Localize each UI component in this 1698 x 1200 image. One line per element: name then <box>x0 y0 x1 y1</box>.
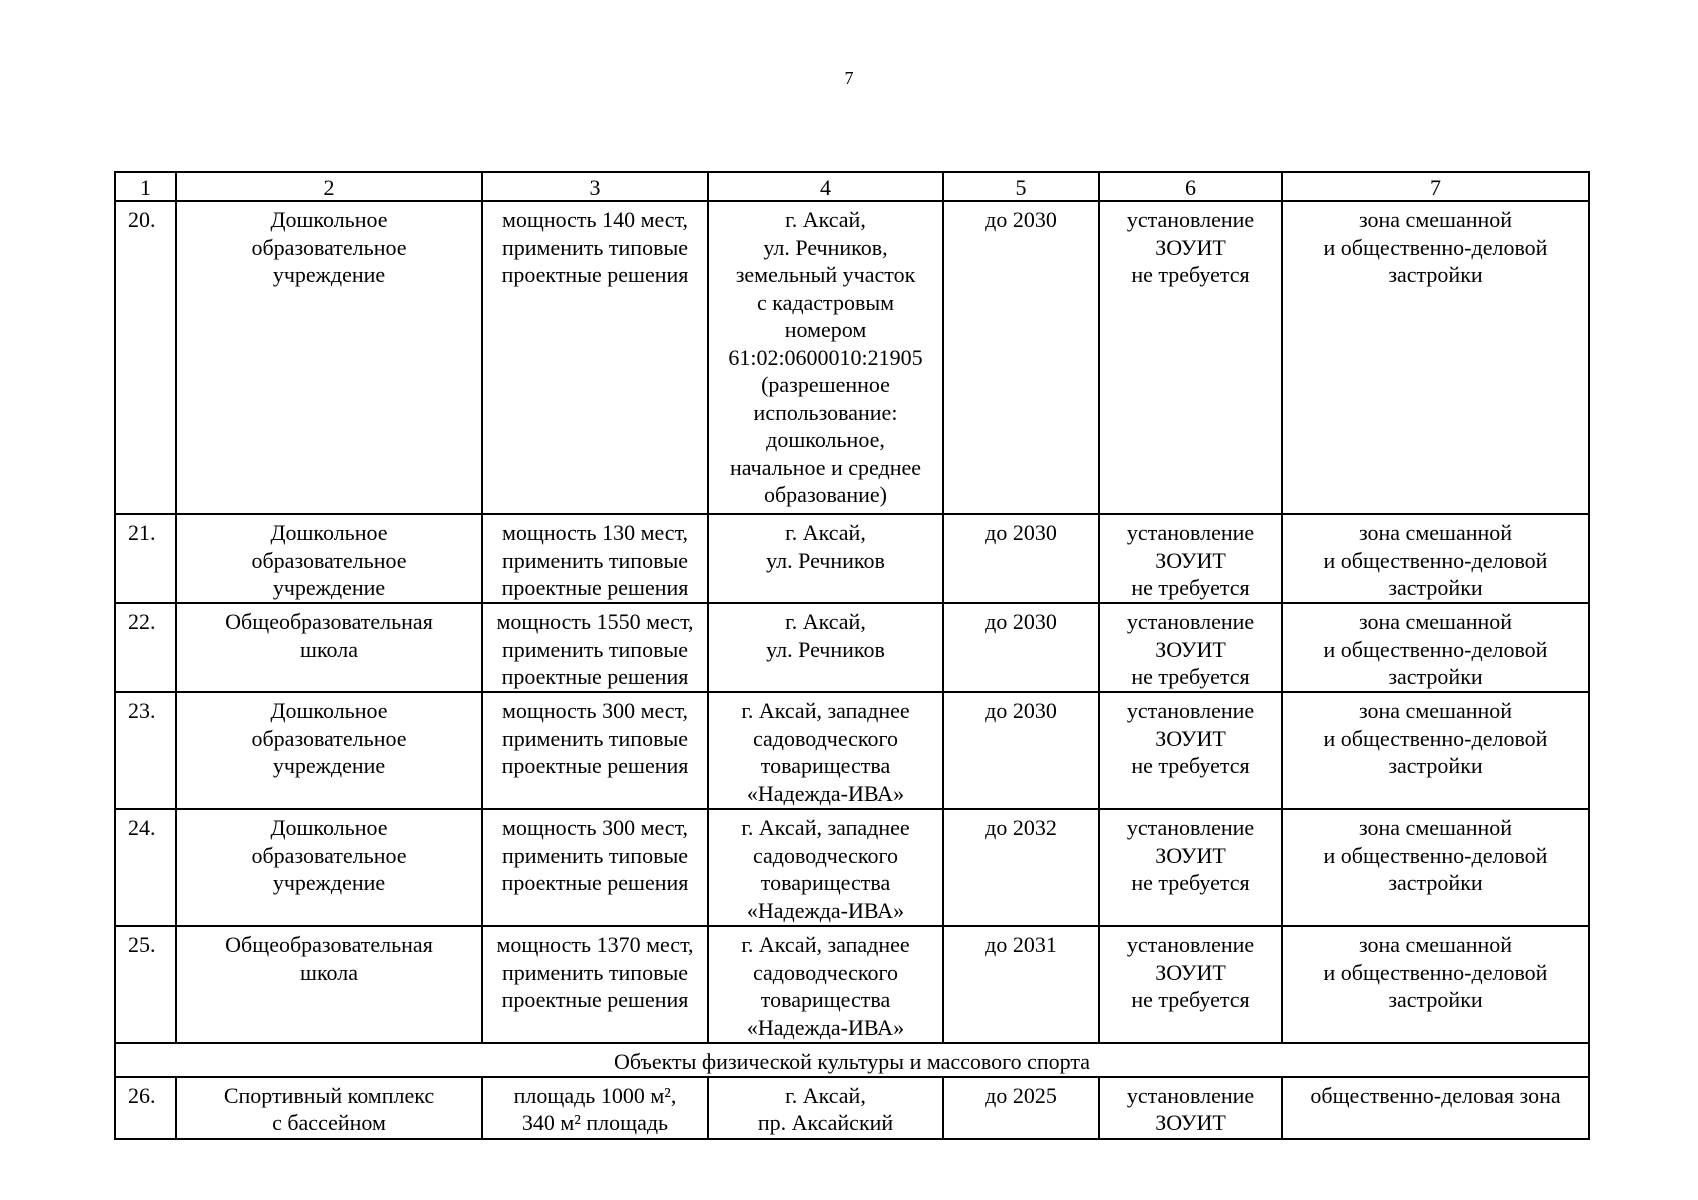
cell-line: застройки <box>1388 262 1483 287</box>
cell-line: и общественно-деловой <box>1323 234 1548 260</box>
cell-term <box>943 809 1099 926</box>
cell-line: мощность 1370 мест, <box>496 932 694 957</box>
cell-line: 340 м² площадь <box>521 1110 669 1135</box>
header-row <box>115 172 1589 201</box>
cell-line: проектные решения <box>501 664 689 689</box>
cell-line: не требуется <box>1131 753 1250 778</box>
cell-line: образование) <box>763 482 888 507</box>
cell-line: общественно-деловая зона <box>1310 1082 1561 1108</box>
cell-line: установление <box>1126 815 1255 840</box>
cell-line: до 2031 <box>985 932 1057 957</box>
table-row <box>115 692 1589 809</box>
cell-line: ул. Речников <box>766 547 885 573</box>
cell-line: мощность 300 мест, <box>501 815 689 840</box>
cell-parameters <box>482 926 708 1043</box>
cell-line: г. Аксай, западнее <box>741 698 910 723</box>
cell-line: образовательное <box>251 234 407 260</box>
cell-line: Спортивный комплекс <box>223 1082 435 1108</box>
cell-line: Дошкольное <box>270 520 388 545</box>
cell-zone <box>1282 603 1589 692</box>
cell-zone <box>1282 201 1589 514</box>
cell-line: (разрешенное <box>761 372 890 397</box>
cell-line: г. Аксай, <box>785 609 866 634</box>
cell-line: образовательное <box>251 547 407 573</box>
cell-line: с бассейном <box>272 1110 386 1135</box>
cell-line: учреждение <box>272 575 386 600</box>
cell-line: проектные решения <box>501 753 689 778</box>
cell-line: и общественно-деловой <box>1323 636 1548 662</box>
cell-zouit <box>1099 514 1282 603</box>
cell-line: до 2030 <box>985 609 1057 634</box>
cell-line: г. Аксай, <box>785 207 866 232</box>
cell-line: «Надежда-ИВА» <box>746 1014 905 1040</box>
cell-line: не требуется <box>1131 987 1250 1012</box>
cell-location <box>708 603 943 692</box>
cell-line: до 2025 <box>985 1082 1057 1108</box>
cell-line: до 2030 <box>985 207 1057 232</box>
cell-line: учреждение <box>272 262 386 287</box>
cell-line: ЗОУИТ <box>1155 547 1226 573</box>
cell-line: школа <box>300 959 358 985</box>
cell-line: и общественно-деловой <box>1323 547 1548 573</box>
cell-line: г. Аксай, <box>785 520 866 545</box>
cell-parameters <box>482 603 708 692</box>
cell-term <box>943 692 1099 809</box>
cell-parameters <box>482 1077 708 1139</box>
cell-location <box>708 809 943 926</box>
section-title: Объекты физической культуры и массового спорта <box>115 1043 1589 1077</box>
cell-line: до 2030 <box>985 520 1057 545</box>
cell-number: 22. <box>115 603 176 692</box>
cell-line: зона смешанной <box>1358 815 1513 840</box>
cell-line: мощность 1550 мест, <box>496 609 694 634</box>
cell-line: застройки <box>1388 987 1483 1012</box>
cell-object-name <box>176 1077 482 1139</box>
cell-line: не требуется <box>1131 575 1250 600</box>
cell-line: застройки <box>1388 753 1483 778</box>
cell-location <box>708 1077 943 1139</box>
cell-location <box>708 926 943 1043</box>
cell-line: мощность 140 мест, <box>501 207 689 232</box>
cell-object-name <box>176 603 482 692</box>
column-header-3: 3 <box>482 172 708 201</box>
cell-line: «Надежда-ИВА» <box>746 780 905 806</box>
cell-line: застройки <box>1388 575 1483 600</box>
cell-parameters <box>482 514 708 603</box>
cell-zone <box>1282 1077 1589 1139</box>
cell-line: дошкольное, <box>766 427 885 452</box>
cell-line: ул. Речников, <box>763 234 888 260</box>
cell-number: 24. <box>115 809 176 926</box>
cell-number: 25. <box>115 926 176 1043</box>
cell-line: садоводческого <box>753 959 898 985</box>
cell-number: 26. <box>115 1077 176 1139</box>
cell-zouit <box>1099 692 1282 809</box>
cell-line: 61:02:0600010:21905 <box>728 344 923 370</box>
column-header-7: 7 <box>1282 172 1589 201</box>
cell-line: зона смешанной <box>1358 932 1513 957</box>
cell-line: и общественно-деловой <box>1323 842 1548 868</box>
column-header-4: 4 <box>708 172 943 201</box>
cell-line: установление <box>1126 698 1255 723</box>
cell-line: до 2030 <box>985 698 1057 723</box>
table-row <box>115 809 1589 926</box>
cell-line: площадь 1000 м², <box>513 1082 677 1108</box>
cell-line: учреждение <box>272 870 386 895</box>
cell-line: установление <box>1126 207 1255 232</box>
cell-line: учреждение <box>272 753 386 778</box>
cell-line: ЗОУИТ <box>1155 725 1226 751</box>
column-header-6: 6 <box>1099 172 1282 201</box>
cell-zone <box>1282 809 1589 926</box>
cell-line: применить типовые <box>501 725 689 751</box>
cell-line: застройки <box>1388 870 1483 895</box>
cell-line: пр. Аксайский <box>757 1110 894 1135</box>
cell-line: Дошкольное <box>270 815 388 840</box>
cell-line: мощность 130 мест, <box>501 520 689 545</box>
table-row <box>115 514 1589 603</box>
cell-zouit <box>1099 926 1282 1043</box>
cell-term <box>943 1077 1099 1139</box>
cell-line: проектные решения <box>501 987 689 1012</box>
section-row <box>115 1043 1589 1077</box>
cell-line: земельный участок <box>735 262 916 287</box>
cell-line: установление <box>1126 1082 1255 1108</box>
cell-line: образовательное <box>251 842 407 868</box>
cell-object-name <box>176 514 482 603</box>
cell-line: проектные решения <box>501 262 689 287</box>
cell-line: ЗОУИТ <box>1155 234 1226 260</box>
cell-line: установление <box>1126 609 1255 634</box>
cell-object-name <box>176 809 482 926</box>
cell-line: номером <box>784 317 867 342</box>
cell-line: г. Аксай, <box>785 1082 866 1108</box>
cell-line: применить типовые <box>501 636 689 662</box>
cell-line: ЗОУИТ <box>1155 959 1226 985</box>
table-row <box>115 926 1589 1043</box>
cell-location <box>708 692 943 809</box>
objects-table <box>114 171 1590 1140</box>
cell-object-name <box>176 692 482 809</box>
cell-line: товарищества <box>760 753 891 778</box>
cell-line: не требуется <box>1131 664 1250 689</box>
cell-line: ЗОУИТ <box>1155 636 1226 662</box>
cell-parameters <box>482 201 708 514</box>
cell-line: зона смешанной <box>1358 609 1513 634</box>
cell-term <box>943 926 1099 1043</box>
cell-line: до 2032 <box>985 815 1057 840</box>
cell-line: начальное и среднее <box>729 454 921 480</box>
cell-line: с кадастровым <box>756 289 895 315</box>
column-header-1: 1 <box>115 172 176 201</box>
cell-parameters <box>482 692 708 809</box>
cell-location <box>708 201 943 514</box>
cell-line: и общественно-деловой <box>1323 725 1548 751</box>
cell-line: зона смешанной <box>1358 207 1513 232</box>
column-header-5: 5 <box>943 172 1099 201</box>
cell-line: установление <box>1126 520 1255 545</box>
cell-zouit <box>1099 809 1282 926</box>
cell-line: мощность 300 мест, <box>501 698 689 723</box>
cell-line: не требуется <box>1131 870 1250 895</box>
page-number: 7 <box>844 68 854 88</box>
cell-zouit <box>1099 603 1282 692</box>
table-header <box>115 172 1589 201</box>
cell-line: установление <box>1126 932 1255 957</box>
cell-zone <box>1282 514 1589 603</box>
table-row <box>115 603 1589 692</box>
cell-line: школа <box>300 636 358 662</box>
table-body <box>115 201 1589 1139</box>
cell-line: применить типовые <box>501 959 689 985</box>
cell-number: 21. <box>115 514 176 603</box>
column-header-2: 2 <box>176 172 482 201</box>
cell-parameters <box>482 809 708 926</box>
cell-line: и общественно-деловой <box>1323 959 1548 985</box>
cell-line: «Надежда-ИВА» <box>746 897 905 923</box>
cell-line: Общеобразовательная <box>225 609 433 634</box>
cell-object-name <box>176 926 482 1043</box>
cell-line: Дошкольное <box>270 698 388 723</box>
cell-line: садоводческого <box>753 725 898 751</box>
cell-line: проектные решения <box>501 870 689 895</box>
cell-line: товарищества <box>760 870 891 895</box>
cell-line: проектные решения <box>501 575 689 600</box>
cell-object-name <box>176 201 482 514</box>
cell-zone <box>1282 692 1589 809</box>
cell-zone <box>1282 926 1589 1043</box>
cell-term <box>943 201 1099 514</box>
cell-line: Общеобразовательная <box>225 932 433 957</box>
cell-line: зона смешанной <box>1358 520 1513 545</box>
cell-location <box>708 514 943 603</box>
cell-line: зона смешанной <box>1358 698 1513 723</box>
cell-term <box>943 603 1099 692</box>
cell-line: применить типовые <box>501 234 689 260</box>
cell-term <box>943 514 1099 603</box>
cell-line: не требуется <box>1131 262 1250 287</box>
cell-zouit <box>1099 201 1282 514</box>
cell-line: ЗОУИТ <box>1155 1110 1226 1135</box>
cell-line: г. Аксай, западнее <box>741 932 910 957</box>
cell-line: использование: <box>753 399 898 425</box>
table-row <box>115 201 1589 514</box>
cell-line: товарищества <box>760 987 891 1012</box>
cell-line: ул. Речников <box>766 636 885 662</box>
cell-line: садоводческого <box>753 842 898 868</box>
cell-line: г. Аксай, западнее <box>741 815 910 840</box>
table-row <box>115 1077 1589 1139</box>
cell-line: образовательное <box>251 725 407 751</box>
cell-line: Дошкольное <box>270 207 388 232</box>
cell-number: 23. <box>115 692 176 809</box>
cell-line: ЗОУИТ <box>1155 842 1226 868</box>
cell-number: 20. <box>115 201 176 514</box>
cell-line: применить типовые <box>501 547 689 573</box>
cell-line: применить типовые <box>501 842 689 868</box>
cell-line: застройки <box>1388 664 1483 689</box>
cell-zouit <box>1099 1077 1282 1139</box>
